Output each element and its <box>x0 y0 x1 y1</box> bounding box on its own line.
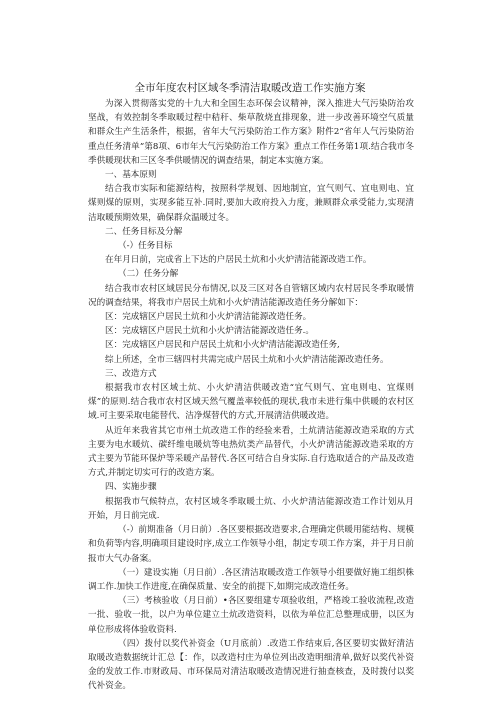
list-item: 综上所述，全市三辖四村共需完成户居民土炕和小火炉清洁能源改造任务。 <box>105 354 389 365</box>
paragraph-task-breakdown: 结合我市农村区域居民分布情况,以及三区对各自管辖区域内农村居民冬季取暖情况的调查结果，将我市户居民土炕和小火炉清洁能源改造任务分解如下： <box>88 283 414 308</box>
list-item: 区：完成辖区户居民土炕和小火炉清洁能源改造任务.。 <box>105 326 314 337</box>
subheading-task-target: （-）任务目标 <box>118 241 173 252</box>
heading-steps: 四、实施步骤 <box>105 482 157 493</box>
paragraph-step-check: （三）考核验收（月日前）•各区要组建专项验收组，严格竣工验收流程,改造一批、验收一批，以户为单位建立土炕改造资料，以依为单位汇总整理成册，以区为单位形成将体验收资料. <box>88 596 414 635</box>
list-item: 区：完成辖区户居民和户居民土炕和小火炉清洁能源改造任务, <box>105 340 340 351</box>
document-body <box>88 97 414 694</box>
subheading-task-breakdown: （二）任务分解 <box>118 269 179 280</box>
heading-method: 三、改造方式 <box>105 368 157 379</box>
heading-task-goals: 二、任务目标及分解 <box>105 226 183 237</box>
document-title: 全市年度农村区域冬季清洁取暖改造工作实施方案 <box>134 82 366 94</box>
paragraph-step-build: （一）建设实施（月日前）.各区清洁取暖改造工作领导小组要做好施工组织株调工作.加快工作进度,在确保质量、安全的前提下,如期完成改造任务。 <box>88 567 414 592</box>
heading-basic-principles: 一、基本原则 <box>105 170 157 181</box>
list-item: 区：完成辖区户居民土炕和小火炉清洁能源改造任务。 <box>105 312 312 323</box>
paragraph-principles: 结合我市实际和能源结构，按照科学规划、因地制宜，宜气则气、宜电则电、宜煤则煤的原则，实现多能互补.同时,要加大政府投入力度，兼顾群众承受能力,实现清洁取暖预期效果，确保群众温暖过冬。 <box>88 184 414 223</box>
paragraph-steps: 根据我市气候特点，农村区域冬季取暖土炕、小火炉清洁能源改造工作计划从月开始，月日前完成. <box>88 496 414 521</box>
paragraph-step-funds: （四）拨付以奖代补资金（U月底前）.改造工作结束后,各区要切实做好清洁取暖改造数据统计汇总【：作，以改造村庄为单位列出改造明细清单,做好以奖代补资金的发放工作.市财政局、市环保局对清洁取暖改造情况进行抽查核查，及时拨付以奖代补资金。 <box>88 638 414 692</box>
paragraph-method-1: 根据我市农村区域土炕、小火炉清洁供暖改造“宜气则气、宜电则电、宜煤则煤”的原则.结合我市农村区域天然气覆盖率较低的现状,我市未进行集中供暖的农村区域.可主要采取电能替代、洁净煤替代的方式,开展清洁供暖改造。 <box>88 383 414 422</box>
paragraph-method-2: 从近年来我省其它市州土炕改造工作的经验来看，土炕清洁能源改造采取的方式主要为电水暖炕、碳纤维电暖炕等电热炕类产品替代，小火炉清洁能源改造采取的方式主要为节能环保炉等采暖产品替代.各区可结合自身实际.自行选取适合的产品及改造方式,并制定切实可行的改造方案。 <box>88 425 414 479</box>
paragraph-task-target: 在年月日前，完成省上下达的户居民土炕和小火炉清洁能源改造工作。 <box>105 255 372 266</box>
paragraph-step-prep: （-）前期准备（月日前）.各区要根据改造要求,合理确定供暖用能结构、规模和负荷等内容,明确项目建设时序,成立工作领导小组，制定专项工作方案，并于月日前报市大气办备案。 <box>88 525 414 564</box>
paragraph-intro: 为深入贯彻落实党的十九大和全国生态环保会议精神，深入推进大气污染防治攻坚战，有效控制冬季取暖过程中秸秆、柴草散烧直排现象，进一步改善环境空气质量和群众生产生活条件，根据，省年大气污染防治工作方案》附件2“省年人气污染防治重点任务清单”第8项、6市年大气污染防治工作方案》重点工作任务第1项.结合我市冬季供暖现状和三区冬季供暖情况的调查结果，制定本实施方案。 <box>88 99 414 166</box>
